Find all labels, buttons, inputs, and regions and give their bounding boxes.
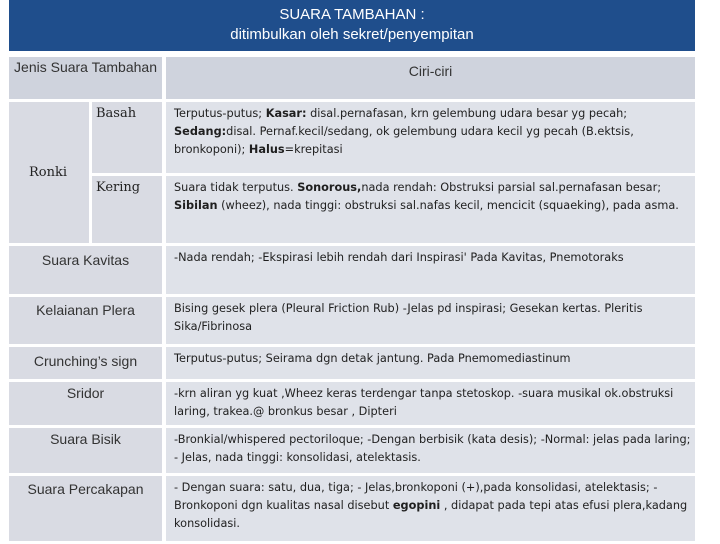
row-desc: Bising gesek plera (Pleural Friction Rub) -Jelas pd inspirasi; Gesekan kertas. Pleritis Sika/Fibrinosa bbox=[162, 297, 695, 344]
title-line-2: ditimbulkan oleh sekret/penyempitan bbox=[230, 26, 474, 43]
row-desc: -krn aliran yg kuat ,Wheez keras terdengar tanpa stetoskop. -suara musikal ok.obstruksi laring, trakea.@ bronkus besar , Dipteri bbox=[162, 382, 695, 425]
row-desc: - Dengan suara: satu, dua, tiga; - Jelas,bronkoponi (+),pada konsolidasi, atelektasis; -Bronkoponi dgn kualitas nasal disebut egopini , didapat pada tepi atas efusi plera,kadang konsolidasi. bbox=[162, 476, 695, 541]
row-desc: Terputus-putus; Seirama dgn detak jantung. Pada Pnemomediastinum bbox=[162, 347, 695, 379]
row-name: Crunching’s sign bbox=[9, 347, 162, 379]
title-line-1: SUARA TAMBAHAN : bbox=[279, 6, 425, 23]
table-row bbox=[9, 347, 695, 379]
row-name: Sridor bbox=[9, 382, 162, 425]
row-desc: -Bronkial/whispered pectoriloque; -Dengan berbisik (kata desis); -Normal: jelas pada laring; - Jelas, nada tinggi: konsolidasi, atelektasis. bbox=[162, 428, 695, 473]
row-name: Suara Kavitas bbox=[9, 246, 162, 294]
table-row bbox=[9, 246, 695, 294]
title-bar bbox=[9, 0, 695, 51]
basah-desc: Terputus-putus; Kasar: disal.pernafasan, krn gelembung udara besar yg pecah; Sedang:disal. Pernaf.kecil/sedang, ok gelembung udara kecil yg pecah (B.ektsis, bronkoponi); Halus=krepitasi bbox=[162, 102, 695, 173]
header-row bbox=[9, 57, 695, 99]
sound-table bbox=[9, 54, 695, 544]
kering-desc: Suara tidak terputus. Sonorous,nada rendah: Obstruksi parsial sal.pernafasan besar; Sibilan (wheez), nada tinggi: obstruksi sal.nafas kecil, mencicit (squaeking), pada asma. bbox=[162, 176, 695, 243]
row-name: Suara Bisik bbox=[9, 428, 162, 473]
ronki-kering-row bbox=[9, 176, 695, 243]
row-name: Suara Percakapan bbox=[9, 476, 162, 541]
row-desc: -Nada rendah; -Ekspirasi lebih rendah dari Inspirasi' Pada Kavitas, Pnemotoraks bbox=[162, 246, 695, 294]
header-jenis: Jenis Suara Tambahan bbox=[9, 57, 162, 99]
table-row bbox=[9, 382, 695, 425]
ronki-basah-row bbox=[9, 102, 695, 173]
header-ciri: Ciri-ciri bbox=[162, 57, 695, 99]
basah-label: Basah bbox=[89, 102, 162, 173]
row-name: Kelaianan Plera bbox=[9, 297, 162, 344]
table-row bbox=[9, 428, 695, 473]
ronki-label: Ronki bbox=[9, 102, 89, 243]
table-row bbox=[9, 476, 695, 541]
kering-label: Kering bbox=[89, 176, 162, 243]
table-row bbox=[9, 297, 695, 344]
